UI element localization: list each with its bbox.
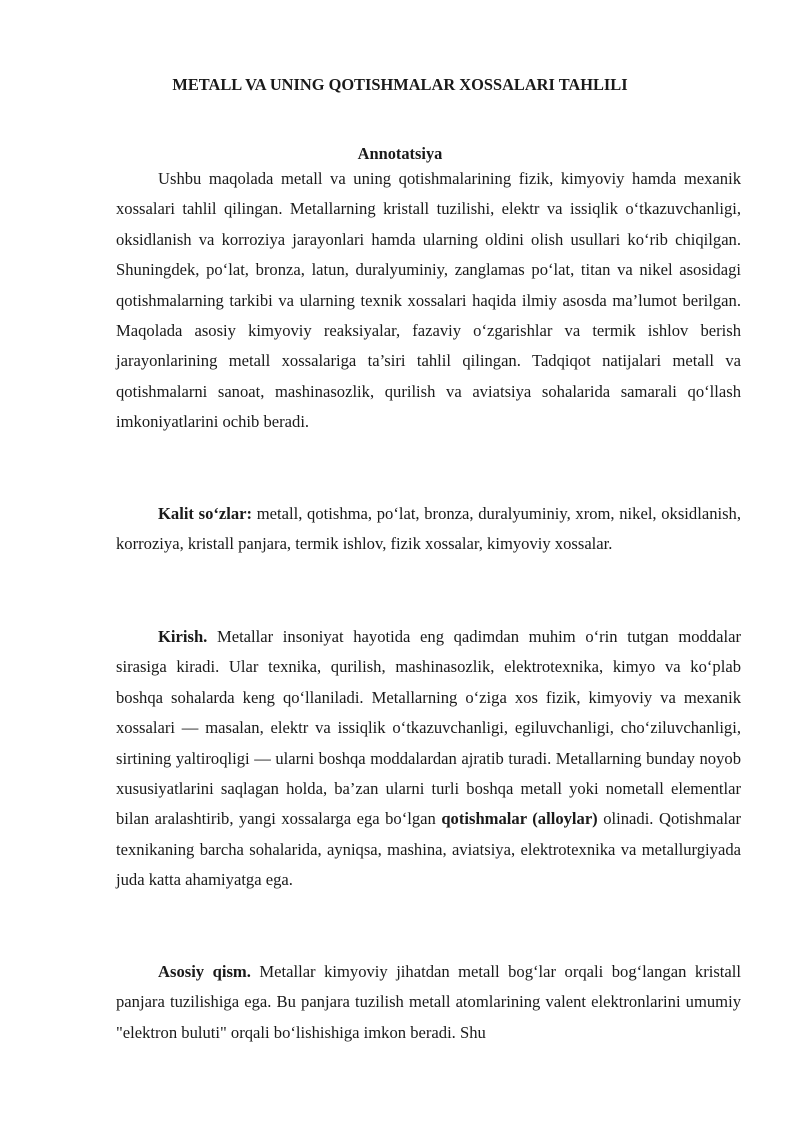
abstract-text: Ushbu maqolada metall va uning qotishmalarining fizik, kimyoviy hamda mexanik xossalari tahlil qilingan. Metallarning kristall tuzilishi, elektr va issiqlik o‘tkazuvchanligi, oksidlanish va korroziya jarayonlari hamda ularning oldini olish usullari ko‘rib chiqilgan. Shuningdek, po‘lat, bronza, latun, duralyuminiy, zanglamas po‘lat, titan va nikel asosidagi qotishmalarning tarkibi va ularning texnik xossalari haqida ilmiy asosda ma’lumot berilgan. Maqolada asosiy kimyoviy reaksiyalar, fazaviy o‘zgarishlar va termik ishlov berish jarayonlarining metall xossalariga ta’siri tahlil qilingan. Tadqiqot natijalari metall va qotishmalarni sanoat, mashinasozlik, qurilish va aviatsiya sohalarida samarali qo‘llash imkoniyatlarini ochib beradi.	[116, 169, 741, 432]
main-part-paragraph	[116, 957, 741, 1048]
keywords-paragraph	[116, 499, 741, 560]
introduction-text-part1: Metallar insoniyat hayotida eng qadimdan muhim o‘rin tutgan moddalar sirasiga kiradi. Ular texnika, qurilish, mashinasozlik, elektrotexnika, kimyo va ko‘plab boshqa sohalarda keng qo‘llaniladi. Metallarning o‘ziga xos fizik, kimyoviy va mexanik xossalari — masalan, elektr va issiqlik o‘tkazuvchanligi, egiluvchanligi, cho‘ziluvchanligi, sirtining yaltiroqligi — ularni boshqa moddalardan ajratib turadi. Metallarning bunday noyob xususiyatlarini saqlagan holda, ba’zan ularni turli boshqa metall yoki nometall elementlar bilan aralashtirib, yangi xossalarga ega bo‘lgan	[116, 627, 741, 829]
alloys-term: qotishmalar (alloylar)	[441, 809, 598, 829]
abstract-paragraph	[116, 164, 741, 438]
abstract-heading: Annotatsiya	[357, 144, 443, 163]
introduction-paragraph	[116, 622, 741, 896]
paper-title: METALL VA UNING QOTISHMALAR XOSSALARI TAHLILI	[172, 75, 628, 94]
keywords-text: metall, qotishma, po‘lat, bronza, duralyuminiy, xrom, nikel, oksidlanish, korroziya, kristall panjara, termik ishlov, fizik xossalar, kimyoviy xossalar.	[116, 504, 741, 554]
keywords-label: Kalit so‘zlar:	[158, 504, 253, 523]
introduction-label: Kirish.	[158, 627, 208, 646]
main-part-label: Asosiy qism.	[158, 962, 251, 981]
introduction-text-part2: olinadi. Qotishmalar texnikaning barcha sohalarida, ayniqsa, mashina, aviatsiya, elektrotexnika va metallurgiyada juda katta ahamiyatga ega.	[116, 809, 741, 890]
main-part-text: Metallar kimyoviy jihatdan metall bog‘lar orqali bog‘langan kristall panjara tuzilishiga ega. Bu panjara tuzilish metall atomlarining valent elektronlarini umumiy "elektron buluti" orqali bo‘lishishiga imkon beradi. Shu	[116, 962, 741, 1042]
